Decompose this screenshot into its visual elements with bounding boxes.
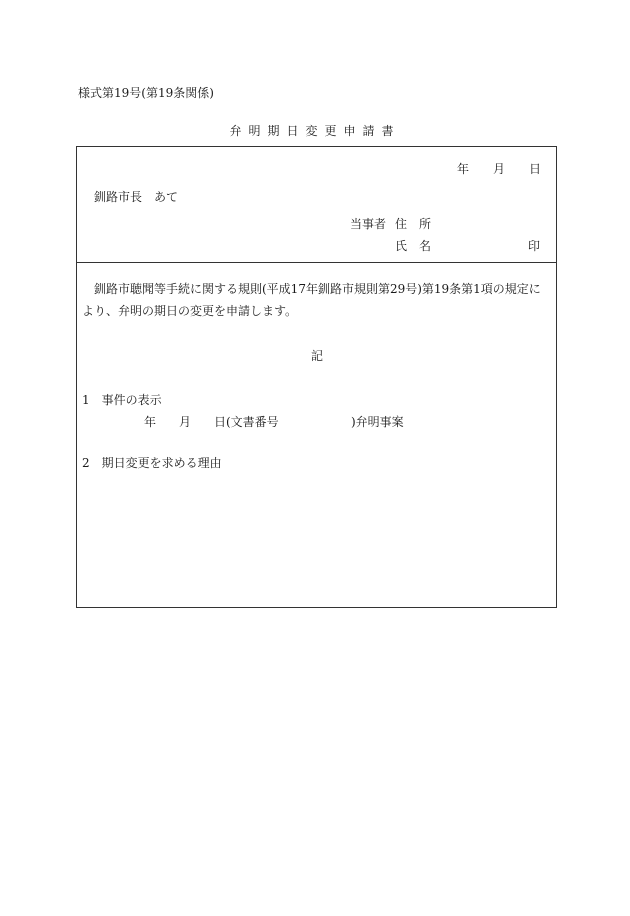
application-statement: 釧路市聴聞等手続に関する規則(平成17年釧路市規則第29号)第19条第1項の規定により、弁明の期日の変更を申請します。 — [82, 282, 541, 318]
case-suffix: )弁明事案 — [351, 415, 404, 429]
seal-mark: 印 — [528, 239, 541, 253]
case-day-document-number: 日(文書番号 — [214, 415, 279, 429]
name-label: 氏 名 — [395, 239, 432, 253]
case-year-label: 年 — [144, 415, 157, 429]
application-form-frame — [76, 146, 557, 608]
case-display-label: 1 事件の表示 — [82, 393, 162, 407]
form-number: 様式第19号(第19条関係) — [78, 86, 214, 100]
date-day-label: 日 — [529, 162, 542, 176]
reason-label: 2 期日変更を求める理由 — [82, 456, 222, 470]
form-title: 弁明期日変更申請書 — [229, 124, 401, 138]
section-divider — [77, 262, 556, 263]
party-label: 当事者 — [350, 217, 387, 231]
case-month-label: 月 — [179, 415, 192, 429]
note-heading: 記 — [311, 349, 324, 363]
addressee: 釧路市長 あて — [94, 190, 179, 204]
date-month-label: 月 — [493, 162, 506, 176]
address-label: 住 所 — [395, 217, 432, 231]
date-year-label: 年 — [457, 162, 470, 176]
